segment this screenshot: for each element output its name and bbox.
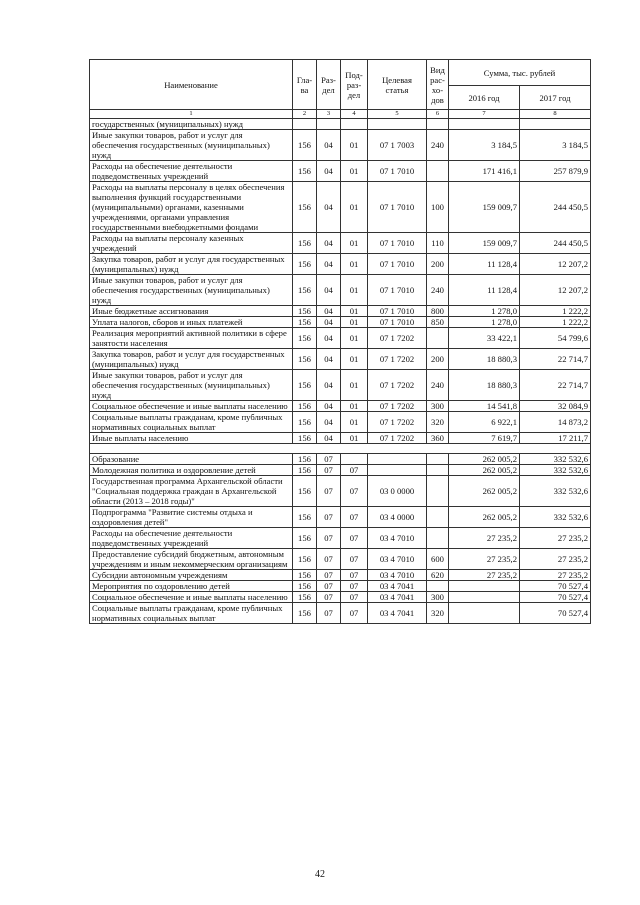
row-vid (427, 465, 449, 476)
budget-table (89, 59, 591, 624)
row-name: Расходы на обеспечение деятельности подведомственных учреждений (90, 528, 293, 549)
table-body (90, 119, 591, 624)
table-row (90, 507, 591, 528)
row-razdel: 07 (317, 549, 341, 570)
row-sum-2016: 6 922,1 (449, 412, 520, 433)
table-row (90, 433, 591, 444)
row-name: Субсидии автономным учреждениям (90, 570, 293, 581)
row-sum-2016: 18 880,3 (449, 370, 520, 401)
row-sum-2017: 244 450,5 (520, 182, 591, 233)
row-podrazdel: 01 (341, 328, 368, 349)
row-target: 03 4 7041 (368, 603, 427, 624)
row-glava: 156 (293, 476, 317, 507)
header-2016: 2016 год (449, 86, 520, 110)
table-row (90, 581, 591, 592)
row-razdel: 04 (317, 182, 341, 233)
row-podrazdel: 01 (341, 412, 368, 433)
row-razdel: 07 (317, 465, 341, 476)
row-name: Расходы на выплаты персоналу в целях обеспечения выполнения функций государственными (муниципальными) органами, казенными учреждениями, органами управления государственными внебюджетными фондами (90, 182, 293, 233)
row-vid (427, 119, 449, 130)
row-sum-2016: 14 541,8 (449, 401, 520, 412)
row-sum-2017: 32 084,9 (520, 401, 591, 412)
row-name: Иные закупки товаров, работ и услуг для обеспечения государственных (муниципальных) нужд (90, 130, 293, 161)
row-sum-2017: 12 207,2 (520, 254, 591, 275)
row-sum-2017: 1 222,2 (520, 306, 591, 317)
row-razdel: 07 (317, 454, 341, 465)
row-glava: 156 (293, 161, 317, 182)
row-sum-2017 (520, 119, 591, 130)
row-name: Иные закупки товаров, работ и услуг для обеспечения государственных (муниципальных) нужд (90, 370, 293, 401)
table-row (90, 570, 591, 581)
row-podrazdel: 07 (341, 465, 368, 476)
header-podrazdel: Под-раз-дел (341, 60, 368, 110)
row-podrazdel: 01 (341, 161, 368, 182)
row-glava: 156 (293, 328, 317, 349)
row-glava: 156 (293, 592, 317, 603)
header-glava: Гла-ва (293, 60, 317, 110)
row-sum-2016: 262 005,2 (449, 465, 520, 476)
row-glava: 156 (293, 275, 317, 306)
row-sum-2016: 27 235,2 (449, 570, 520, 581)
table-row (90, 275, 591, 306)
row-vid: 620 (427, 570, 449, 581)
row-razdel: 04 (317, 370, 341, 401)
row-glava: 156 (293, 233, 317, 254)
row-glava: 156 (293, 412, 317, 433)
row-glava: 156 (293, 528, 317, 549)
row-vid: 300 (427, 592, 449, 603)
column-index-cell: 3 (317, 110, 341, 119)
column-index-cell: 1 (90, 110, 293, 119)
row-sum-2017: 22 714,7 (520, 370, 591, 401)
row-podrazdel (341, 119, 368, 130)
row-glava: 156 (293, 370, 317, 401)
column-index-cell: 8 (520, 110, 591, 119)
row-vid: 600 (427, 549, 449, 570)
row-podrazdel (341, 454, 368, 465)
row-razdel: 04 (317, 254, 341, 275)
row-sum-2017: 54 799,6 (520, 328, 591, 349)
row-name: Образование (90, 454, 293, 465)
row-podrazdel: 07 (341, 476, 368, 507)
row-podrazdel: 07 (341, 570, 368, 581)
row-target: 03 4 7010 (368, 528, 427, 549)
row-podrazdel: 07 (341, 603, 368, 624)
table-row (90, 549, 591, 570)
row-sum-2016: 27 235,2 (449, 528, 520, 549)
row-sum-2016: 27 235,2 (449, 549, 520, 570)
row-vid: 240 (427, 130, 449, 161)
row-vid (427, 476, 449, 507)
row-vid: 850 (427, 317, 449, 328)
row-glava: 156 (293, 306, 317, 317)
row-sum-2016: 11 128,4 (449, 254, 520, 275)
row-vid: 300 (427, 401, 449, 412)
row-target: 07 1 7202 (368, 328, 427, 349)
row-razdel: 04 (317, 275, 341, 306)
row-sum-2017: 244 450,5 (520, 233, 591, 254)
row-sum-2017: 332 532,6 (520, 465, 591, 476)
separator-row (90, 444, 591, 454)
row-razdel: 07 (317, 570, 341, 581)
row-target: 07 1 7202 (368, 349, 427, 370)
column-index-cell: 5 (368, 110, 427, 119)
row-sum-2017: 70 527,4 (520, 603, 591, 624)
row-podrazdel: 07 (341, 507, 368, 528)
row-sum-2016: 3 184,5 (449, 130, 520, 161)
row-target: 07 1 7010 (368, 161, 427, 182)
row-vid (427, 454, 449, 465)
row-sum-2016: 11 128,4 (449, 275, 520, 306)
row-glava: 156 (293, 454, 317, 465)
row-sum-2016 (449, 592, 520, 603)
row-target: 03 4 7010 (368, 570, 427, 581)
row-razdel: 04 (317, 130, 341, 161)
row-target (368, 119, 427, 130)
row-sum-2016: 7 619,7 (449, 433, 520, 444)
table-row (90, 328, 591, 349)
row-razdel: 07 (317, 581, 341, 592)
row-podrazdel: 01 (341, 433, 368, 444)
row-vid (427, 528, 449, 549)
row-vid: 320 (427, 412, 449, 433)
row-podrazdel: 07 (341, 581, 368, 592)
table-row (90, 254, 591, 275)
row-podrazdel: 01 (341, 317, 368, 328)
table-row (90, 182, 591, 233)
row-podrazdel: 01 (341, 370, 368, 401)
row-target: 07 1 7010 (368, 254, 427, 275)
table-row (90, 349, 591, 370)
row-target: 07 1 7202 (368, 370, 427, 401)
row-glava: 156 (293, 349, 317, 370)
table-row (90, 317, 591, 328)
row-sum-2016: 1 278,0 (449, 317, 520, 328)
row-vid: 100 (427, 182, 449, 233)
row-target: 07 1 7010 (368, 275, 427, 306)
header-razdel: Раз-дел (317, 60, 341, 110)
row-podrazdel: 01 (341, 130, 368, 161)
row-vid: 800 (427, 306, 449, 317)
row-target: 03 0 0000 (368, 476, 427, 507)
row-vid: 200 (427, 254, 449, 275)
row-podrazdel: 01 (341, 254, 368, 275)
row-glava: 156 (293, 254, 317, 275)
table-row (90, 454, 591, 465)
table-row (90, 592, 591, 603)
header-2017: 2017 год (520, 86, 591, 110)
table-row (90, 528, 591, 549)
row-name: Государственная программа Архангельской области "Социальная поддержка граждан в Архангельской области (2013 – 2018 годы)" (90, 476, 293, 507)
table-row (90, 119, 591, 130)
row-razdel: 07 (317, 603, 341, 624)
column-index-cell: 2 (293, 110, 317, 119)
column-index-cell: 4 (341, 110, 368, 119)
row-sum-2017: 332 532,6 (520, 507, 591, 528)
row-glava: 156 (293, 433, 317, 444)
row-sum-2017: 27 235,2 (520, 549, 591, 570)
row-target: 07 1 7202 (368, 401, 427, 412)
row-razdel: 04 (317, 328, 341, 349)
row-name: государственных (муниципальных) нужд (90, 119, 293, 130)
row-sum-2017: 12 207,2 (520, 275, 591, 306)
row-razdel: 07 (317, 476, 341, 507)
row-name: Мероприятия по оздоровлению детей (90, 581, 293, 592)
header-sum: Сумма, тыс. рублей (449, 60, 591, 86)
table-row (90, 603, 591, 624)
row-sum-2016: 159 009,7 (449, 182, 520, 233)
row-sum-2016: 18 880,3 (449, 349, 520, 370)
row-podrazdel: 07 (341, 592, 368, 603)
row-target: 07 1 7202 (368, 433, 427, 444)
row-target: 07 1 7010 (368, 233, 427, 254)
row-razdel: 04 (317, 412, 341, 433)
row-sum-2016: 262 005,2 (449, 476, 520, 507)
row-podrazdel: 01 (341, 182, 368, 233)
row-sum-2016: 159 009,7 (449, 233, 520, 254)
row-target: 07 1 7010 (368, 317, 427, 328)
row-razdel (317, 119, 341, 130)
row-sum-2016 (449, 581, 520, 592)
row-razdel: 07 (317, 592, 341, 603)
row-name: Расходы на выплаты персоналу казенных учреждений (90, 233, 293, 254)
row-vid: 360 (427, 433, 449, 444)
row-name: Предоставление субсидий бюджетным, автономным учреждениям и иным некоммерческим организациям (90, 549, 293, 570)
header-name: Наименование (90, 60, 293, 110)
row-sum-2017: 17 211,7 (520, 433, 591, 444)
row-razdel: 04 (317, 433, 341, 444)
row-name: Социальные выплаты гражданам, кроме публичных нормативных социальных выплат (90, 603, 293, 624)
row-name: Социальное обеспечение и иные выплаты населению (90, 592, 293, 603)
row-sum-2017: 14 873,2 (520, 412, 591, 433)
row-target: 07 1 7003 (368, 130, 427, 161)
row-glava: 156 (293, 507, 317, 528)
row-name: Иные выплаты населению (90, 433, 293, 444)
row-razdel: 07 (317, 528, 341, 549)
row-glava: 156 (293, 317, 317, 328)
row-razdel: 04 (317, 161, 341, 182)
column-index-cell: 7 (449, 110, 520, 119)
table-row (90, 161, 591, 182)
row-target: 03 4 7041 (368, 592, 427, 603)
column-index-cell: 6 (427, 110, 449, 119)
row-name: Расходы на обеспечение деятельности подведомственных учреждений (90, 161, 293, 182)
row-sum-2017: 332 532,6 (520, 476, 591, 507)
row-vid (427, 161, 449, 182)
row-name: Молодежная политика и оздоровление детей (90, 465, 293, 476)
row-razdel: 04 (317, 401, 341, 412)
row-vid: 240 (427, 370, 449, 401)
row-podrazdel: 07 (341, 549, 368, 570)
row-sum-2017: 70 527,4 (520, 592, 591, 603)
row-podrazdel: 01 (341, 306, 368, 317)
row-podrazdel: 01 (341, 349, 368, 370)
row-name: Социальное обеспечение и иные выплаты населению (90, 401, 293, 412)
row-podrazdel: 01 (341, 233, 368, 254)
row-sum-2017: 70 527,4 (520, 581, 591, 592)
row-name: Иные закупки товаров, работ и услуг для обеспечения государственных (муниципальных) нужд (90, 275, 293, 306)
row-glava: 156 (293, 130, 317, 161)
row-glava: 156 (293, 581, 317, 592)
row-razdel: 04 (317, 306, 341, 317)
row-glava: 156 (293, 465, 317, 476)
row-vid (427, 328, 449, 349)
table-row (90, 233, 591, 254)
row-glava: 156 (293, 401, 317, 412)
row-name: Социальные выплаты гражданам, кроме публичных нормативных социальных выплат (90, 412, 293, 433)
row-glava: 156 (293, 570, 317, 581)
row-name: Иные бюджетные ассигнования (90, 306, 293, 317)
column-index-row (90, 110, 591, 119)
row-sum-2017: 257 879,9 (520, 161, 591, 182)
table-row (90, 306, 591, 317)
row-sum-2016 (449, 603, 520, 624)
row-sum-2017: 27 235,2 (520, 528, 591, 549)
row-sum-2016: 171 416,1 (449, 161, 520, 182)
row-vid (427, 507, 449, 528)
row-target: 07 1 7010 (368, 182, 427, 233)
table-row (90, 401, 591, 412)
table-row (90, 370, 591, 401)
row-sum-2016: 262 005,2 (449, 507, 520, 528)
row-podrazdel: 01 (341, 401, 368, 412)
row-sum-2017: 1 222,2 (520, 317, 591, 328)
row-glava: 156 (293, 603, 317, 624)
row-podrazdel: 01 (341, 275, 368, 306)
table-row (90, 412, 591, 433)
row-sum-2016: 33 422,1 (449, 328, 520, 349)
header-vid: Вид рас-хо-дов (427, 60, 449, 110)
row-target (368, 465, 427, 476)
table-row (90, 465, 591, 476)
row-sum-2017: 332 532,6 (520, 454, 591, 465)
row-vid: 240 (427, 275, 449, 306)
table-row (90, 130, 591, 161)
table-row (90, 476, 591, 507)
row-target: 03 4 7041 (368, 581, 427, 592)
row-name: Закупка товаров, работ и услуг для государственных (муниципальных) нужд (90, 349, 293, 370)
row-sum-2016: 262 005,2 (449, 454, 520, 465)
row-target: 03 4 0000 (368, 507, 427, 528)
row-sum-2017: 27 235,2 (520, 570, 591, 581)
row-sum-2017: 22 714,7 (520, 349, 591, 370)
row-glava (293, 119, 317, 130)
row-target (368, 454, 427, 465)
row-name: Уплата налогов, сборов и иных платежей (90, 317, 293, 328)
row-vid: 320 (427, 603, 449, 624)
row-vid: 200 (427, 349, 449, 370)
row-razdel: 07 (317, 507, 341, 528)
row-vid (427, 581, 449, 592)
row-sum-2016 (449, 119, 520, 130)
row-sum-2016: 1 278,0 (449, 306, 520, 317)
page-number: 42 (315, 869, 325, 880)
row-target: 03 4 7010 (368, 549, 427, 570)
header-target: Целевая статья (368, 60, 427, 110)
separator-cell (90, 444, 591, 454)
row-sum-2017: 3 184,5 (520, 130, 591, 161)
row-vid: 110 (427, 233, 449, 254)
row-target: 07 1 7010 (368, 306, 427, 317)
row-glava: 156 (293, 549, 317, 570)
row-name: Закупка товаров, работ и услуг для государственных (муниципальных) нужд (90, 254, 293, 275)
row-razdel: 04 (317, 317, 341, 328)
row-target: 07 1 7202 (368, 412, 427, 433)
row-glava: 156 (293, 182, 317, 233)
row-podrazdel: 07 (341, 528, 368, 549)
row-razdel: 04 (317, 233, 341, 254)
row-name: Подпрограмма "Развитие системы отдыха и оздоровления детей" (90, 507, 293, 528)
row-razdel: 04 (317, 349, 341, 370)
row-name: Реализация мероприятий активной политики в сфере занятости населения (90, 328, 293, 349)
